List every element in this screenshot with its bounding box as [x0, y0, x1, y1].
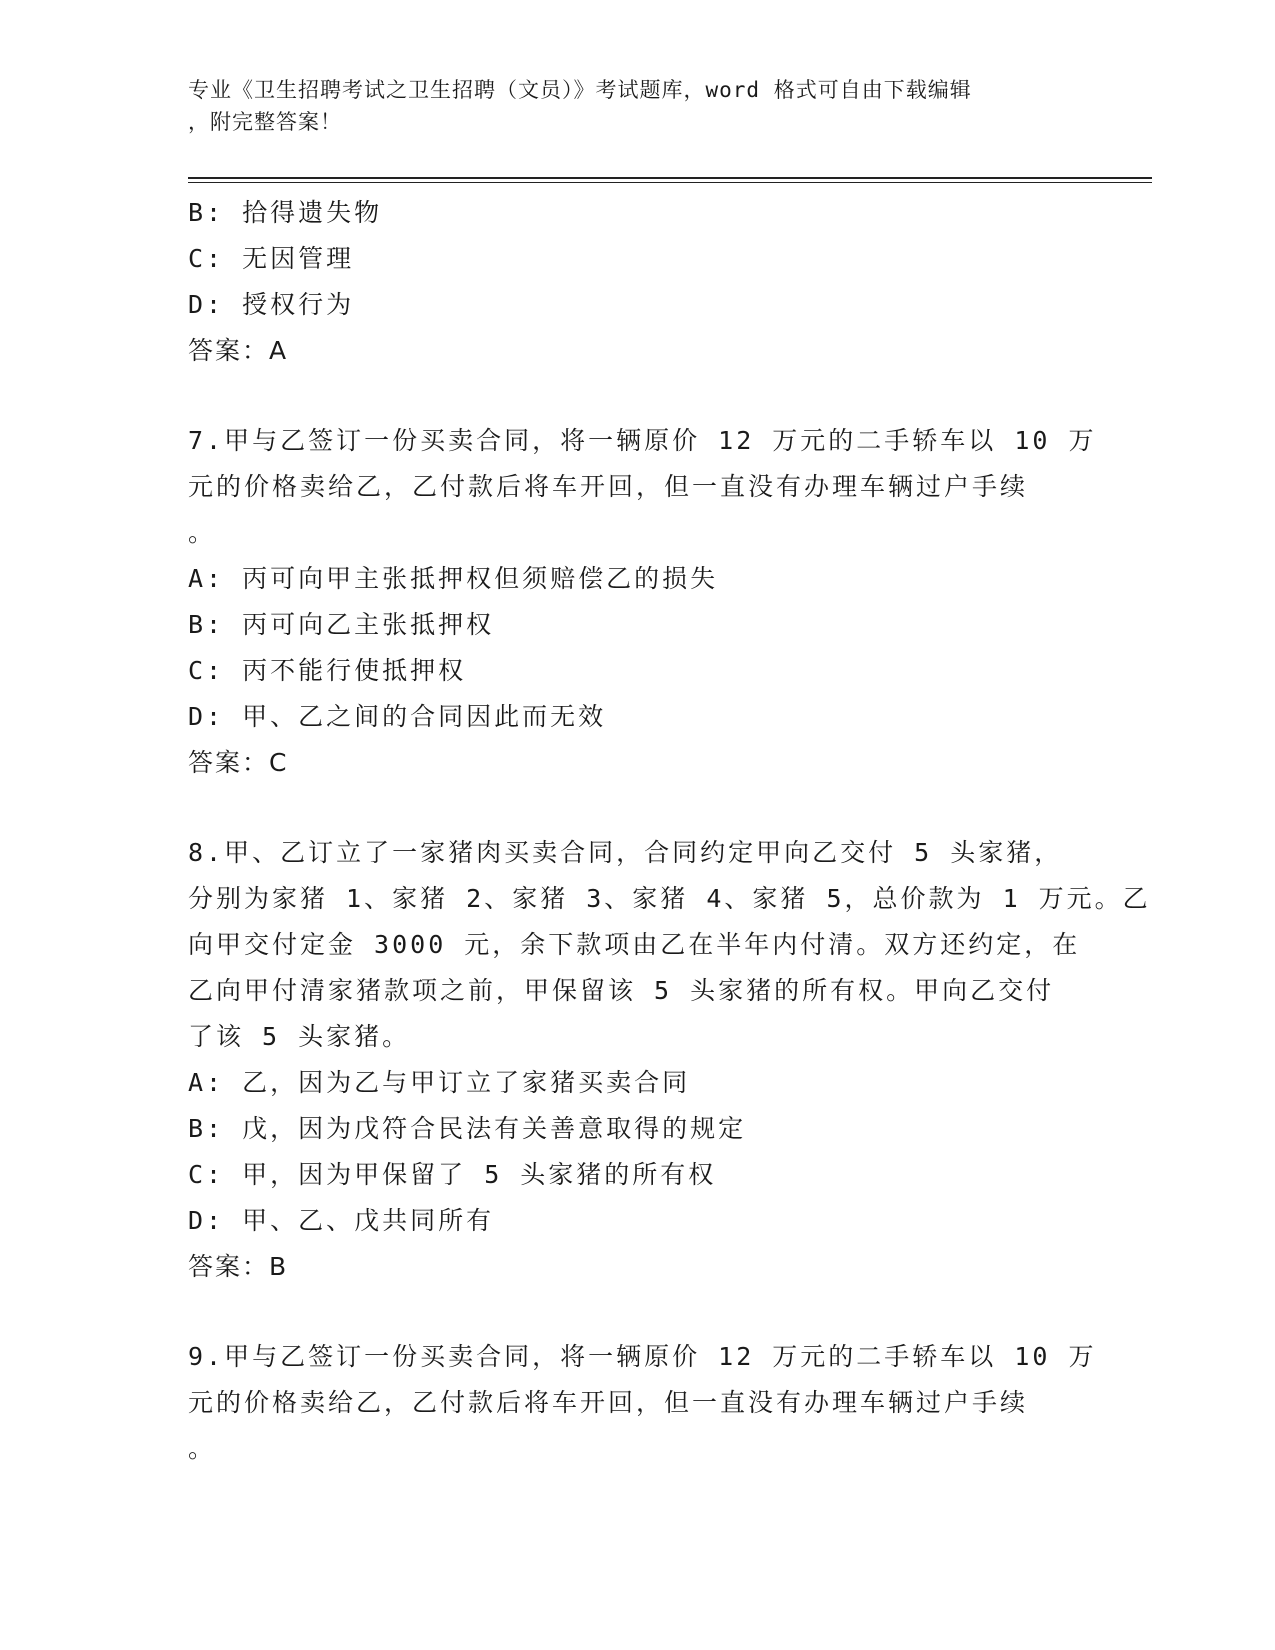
question-stem-line: 分别为家猪 1、家猪 2、家猪 3、家猪 4、家猪 5，总价款为 1 万元。乙	[188, 884, 1151, 913]
question-stem-line: 8.甲、乙订立了一家猪肉买卖合同，合同约定甲向乙交付 5 头家猪，	[188, 838, 1063, 867]
question-content	[188, 190, 1151, 1472]
option-d: D: 甲、乙之间的合同因此而无效	[188, 702, 607, 731]
option-c: C: 甲，因为甲保留了 5 头家猪的所有权	[188, 1160, 717, 1189]
answer-line: 答案：B	[188, 1252, 289, 1281]
option-a: A: 丙可向甲主张抵押权但须赔偿乙的损失	[188, 564, 719, 593]
header-rule-thick	[188, 177, 1152, 179]
header-line-2: ，附完整答案！	[188, 110, 342, 134]
spacer	[188, 374, 1088, 418]
question-stem-line: 9.甲与乙签订一份买卖合同，将一辆原价 12 万元的二手轿车以 10 万	[188, 1342, 1097, 1371]
question-6	[188, 190, 1088, 374]
document-header	[188, 74, 1088, 138]
question-stem-line: 乙向甲付清家猪款项之前，甲保留该 5 头家猪的所有权。甲向乙交付	[188, 976, 1055, 1005]
option-b: B: 丙可向乙主张抵押权	[188, 610, 495, 639]
option-b: B: 拾得遗失物	[188, 198, 383, 227]
answer-line: 答案：A	[188, 336, 289, 365]
question-8	[188, 830, 1151, 1290]
question-stem-line: 。	[188, 518, 217, 547]
option-c: C: 无因管理	[188, 244, 355, 273]
question-stem-line: 了该 5 头家猪。	[188, 1022, 411, 1051]
question-stem-line: 7.甲与乙签订一份买卖合同，将一辆原价 12 万元的二手轿车以 10 万	[188, 426, 1097, 455]
question-stem-line: 。	[188, 1434, 217, 1463]
option-b: B: 戊，因为戊符合民法有关善意取得的规定	[188, 1114, 747, 1143]
option-c: C: 丙不能行使抵押权	[188, 656, 467, 685]
question-stem-line: 向甲交付定金 3000 元，余下款项由乙在半年内付清。双方还约定，在	[188, 930, 1081, 959]
question-stem-line: 元的价格卖给乙，乙付款后将车开回，但一直没有办理车辆过户手续	[188, 1388, 1029, 1417]
option-a: A: 乙，因为乙与甲订立了家猪买卖合同	[188, 1068, 691, 1097]
question-9	[188, 1334, 1097, 1472]
header-line-1: 专业《卫生招聘考试之卫生招聘（文员）》考试题库，word 格式可自由下载编辑	[188, 78, 972, 102]
option-d: D: 甲、乙、戊共同所有	[188, 1206, 495, 1235]
option-d: D: 授权行为	[188, 290, 355, 319]
spacer	[188, 1290, 1088, 1334]
header-rule-thin	[188, 182, 1152, 183]
spacer	[188, 786, 1088, 830]
question-7	[188, 418, 1097, 786]
question-stem-line: 元的价格卖给乙，乙付款后将车开回，但一直没有办理车辆过户手续	[188, 472, 1029, 501]
answer-line: 答案：C	[188, 748, 289, 777]
